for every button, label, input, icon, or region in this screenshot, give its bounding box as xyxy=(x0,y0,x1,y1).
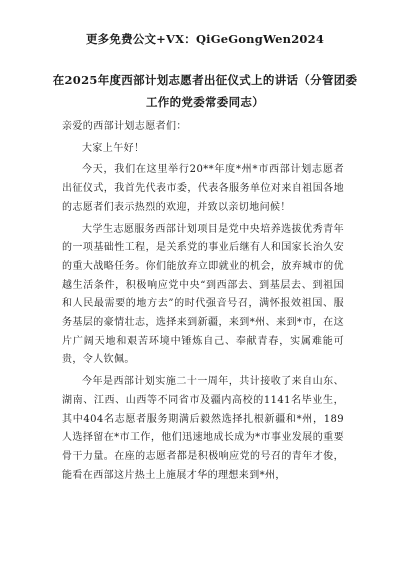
document-body xyxy=(62,118,344,485)
paragraph-1: 今天，我们在这里举行20**年度*州*市西部计划志愿者出征仪式，我首先代表市委，代表各服务单位对来自祖国各地的志愿者们表示热烈的欢迎，并致以亲切地问候！ xyxy=(62,164,344,213)
paragraph-3: 今年是西部计划实施二十一周年，共计接收了来自山东、湖南、江西、山西等不同省市及疆内高校的1141名毕业生，其中404名志愿者服务期满后毅然选择扎根新疆和*州，189人选择留在*市工作，他们迅速地成长成为*市事业发展的重要骨干力量。在座的志愿者都是积极响应党的号召的青年才俊，能看在西部这片热土上施展才华的理想来到*州， xyxy=(62,376,344,481)
greeting: 大家上午好！ xyxy=(82,142,145,154)
document-title-line-1: 在2025年度西部计划志愿者出征仪式上的讲话（分管团委 xyxy=(52,73,358,87)
salutation: 亲爱的西部计划志愿者们： xyxy=(62,121,187,132)
document-title xyxy=(0,69,410,113)
document-title-line-2: 工作的党委常委同志） xyxy=(146,95,264,109)
header-watermark: 更多免费公文+VX：QiGeGongWen2024 xyxy=(85,32,325,46)
paragraph-2: 大学生志愿服务西部计划项目是党中央培养选拔优秀青年的一项基础性工程，是关系党的事业后继有人和国家长治久安的重大战略任务。你们能放弃立即就业的机会，放弃城市的优越生活条件，积极响应党中央“到西部去、到基层去、到祖国和人民最需要的地方去”的时代强音号召，满怀报效祖国、服务基层的豪情壮志，选择来到新疆，来到*州、来到*市，在这片广阔天地和艰苦环境中锤炼自己、奉献青春，实属难能可贵，令人钦佩。 xyxy=(62,223,344,366)
